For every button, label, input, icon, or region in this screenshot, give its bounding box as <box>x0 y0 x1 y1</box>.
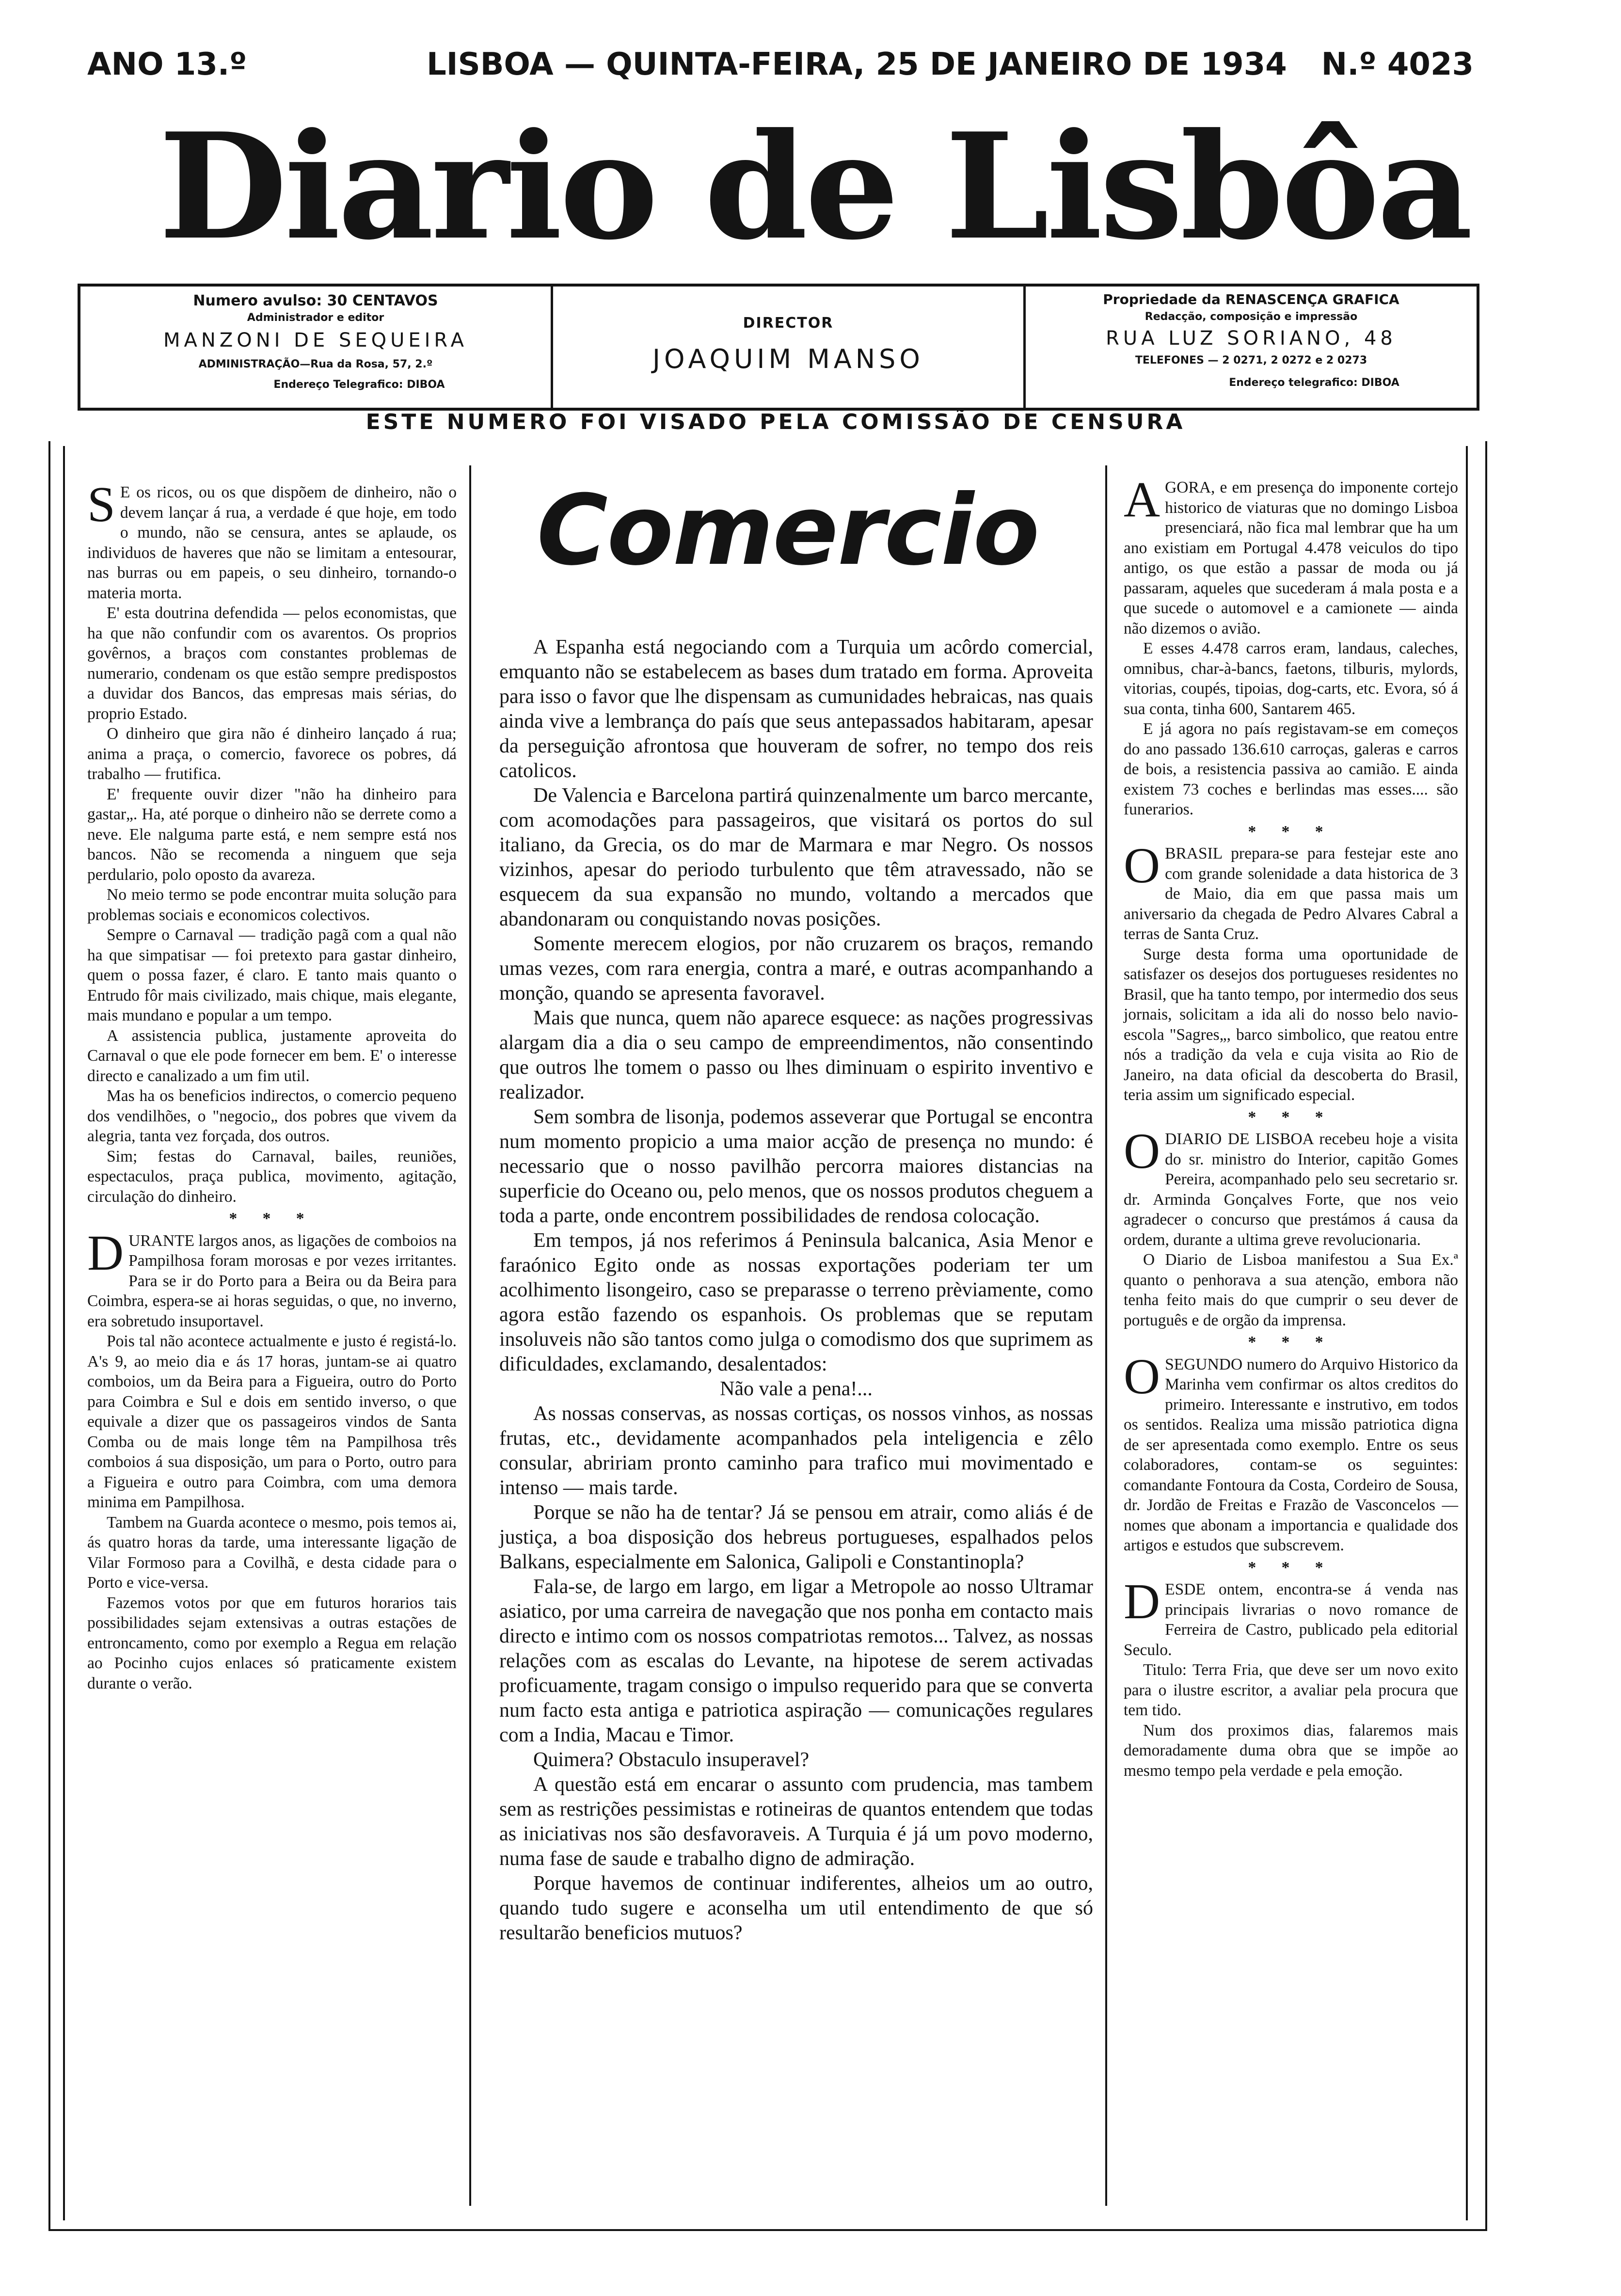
director-name: JOAQUIM MANSO <box>652 344 924 374</box>
drop-cap: D <box>1124 1574 1160 1629</box>
left-column <box>87 477 457 1693</box>
drop-cap: O <box>1124 1348 1160 1404</box>
article-paragraph <box>1124 838 1458 944</box>
article-paragraph <box>1124 719 1458 820</box>
price: Numero avulso: 30 CENTAVOS <box>193 292 438 309</box>
article-paragraph <box>87 1593 457 1694</box>
paragraph-text: Sem sombra de lisonja, podemos asseverar que Portugal se encontra num momento propicio a uma maior acção de presença no mundo: é necessario que o nosso pavilhão percorra maiores distancias na superficie do Oceano ou, pelo menos, que os nossos produtos cheguem a toda a parte, onde encontrem possibilidades de rendosa colocação. <box>499 1106 1093 1227</box>
paragraph-text: E já agora no país registavam-se em começos do ano passado 136.610 carroças, galeras e carros de bois, a resistencia passiva ao camião. E ainda existem 73 coches e berlindas mas esses.... são funerarios. <box>1124 720 1458 818</box>
article-paragraph <box>87 784 457 885</box>
article-paragraph <box>87 1513 457 1593</box>
column-rule-left <box>469 465 471 2206</box>
article-paragraph <box>87 1026 457 1086</box>
paragraph-text: Surge desta forma uma oportunidade de satisfazer os desejos dos portugueses residentes no Brasil, que ha tanto tempo, por intermedio dos seus jornais, solicitam a ida ali do nosso belo navio-escola "Sagres„, barco simbolico, que reatou entre nós a tradição da vela e cuja visita ao Rio de Janeiro, na data oficial da descoberta do Brasil, teria assim um significado especial. <box>1124 945 1458 1104</box>
article-paragraph <box>87 1331 457 1513</box>
article-paragraph <box>1124 944 1458 1105</box>
paragraph-text: No meio termo se pode encontrar muita solução para problemas sociais e economicos colectivos. <box>87 886 457 924</box>
paragraph-text: E os ricos, ou os que dispõem de dinheiro, não o devem lançar á rua, a verdade é que hoje, em todo o mundo, não se censura, antes se aplaude, os individuos de haveres que não se limitam a entesourar, nas burras ou em papeis, o seu dinheiro, tornando-o materia morta. <box>87 483 457 602</box>
paragraph-text: URANTE largos anos, as ligações de comboios na Pampilhosa foram morosas e por vezes irritantes. Para se ir do Porto para a Beira ou da Beira para Coimbra, espera-se ai horas seguidas, o que, no inverno, era sobretudo insuportavel. <box>87 1231 457 1330</box>
info-box-property <box>1026 287 1477 408</box>
paragraph-text: Porque havemos de continuar indiferentes, alheios um ao outro, quando tudo sugere e aconselha um util entendimento de que só resultarão beneficios mutuos? <box>499 1872 1093 1944</box>
paragraph-text: SEGUNDO numero do Arquivo Historico da Marinha vem confirmar os altos creditos do primeiro. Interessante e instrutivo, em todos os sentidos. Realiza uma missão patriotica digna de ser apresentada como exemplo. Entre os seus colaboradores, contam-se os seguintes: comandante Fontoura da Costa, Cordeiro de Sousa, dr. Jordão de Freitas e Frazão de Vasconcelos — nomes que abonam a importancia e qualidade dos artigos e estudos que subscrevem. <box>1124 1355 1458 1554</box>
censorship-notice: ESTE NUMERO FOI VISADO PELA COMISSÃO DE CENSURA <box>366 410 1186 434</box>
article-paragraph <box>1124 1123 1458 1250</box>
paragraph-text: Porque se não ha de tentar? Já se pensou em atrair, como aliás é de justiça, a boa disposição dos hebreus portugueses, espalhados pelos Balkans, especialmente em Salonica, Galipoli e Constantinopla? <box>499 1501 1093 1573</box>
paragraph-text: E esses 4.478 carros eram, landaus, caleches, omnibus, char-à-bancs, faetons, tilburis, mylords, vitorias, coupés, tipoias, dog-carts, etc. Evora, só á sua conta, tinha 600, Santarem 465. <box>1124 639 1458 718</box>
info-box-director <box>553 287 1026 408</box>
paragraph-text: Mais que nunca, quem não aparece esquece: as nações progressivas alargam dia a dia o seu campo de empreendimentos, não consentindo que outros lhe tomem o passo ou lhes diminuam o espirito inventivo e realizador. <box>499 1007 1093 1103</box>
paragraph-text: Mas ha os beneficios indirectos, o comercio pequeno dos vendilhões, o "negocio„ dos pobres que vivem da alegria, tanta vez forçada, dos outros. <box>87 1087 457 1145</box>
paragraph-text: ESDE ontem, encontra-se á venda nas principais livrarias o novo romance de Ferreira de Castro, publicado pela editorial Seculo. <box>1124 1580 1458 1659</box>
paragraph-text: Sempre o Carnaval — tradição pagã com a qual não ha que simpatisar — foi pretexto para gastar dinheiro, quem o possa fazer, é claro. E tanto mais quanto o Entrudo fôr mais civilizado, mais chique, mais elegante, mais mundano e popular a um tempo. <box>87 926 457 1024</box>
article-paragraph <box>499 1500 1093 1575</box>
paragraph-text: Titulo: Terra Fria, que deve ser um novo exito para o ilustre escritor, a avaliar pela procura que tem tido. <box>1124 1661 1458 1719</box>
article-paragraph <box>1124 638 1458 719</box>
street-address: RUA LUZ SORIANO, 48 <box>1106 327 1397 350</box>
paragraph-text: BRASIL prepara-se para festejar este ano com grande solenidade a data historica de 3 de Maio, dia em que passa mais um aniversario da chegada de Pedro Alvares Cabral a terras de Santa Cruz. <box>1124 845 1458 943</box>
admin-role: Administrador e editor <box>247 312 384 324</box>
director-role: DIRECTOR <box>743 315 834 332</box>
article-paragraph <box>499 932 1093 1006</box>
drop-cap: O <box>1124 838 1160 893</box>
paragraph-text: A questão está em encarar o assunto com prudencia, mas tambem sem as restrições pessimistas e rotineiras de quantos entendem que todas as iniciativas nos são desfavoraveis. A Turquia é já um povo moderno, numa fase de saude e trabalho digno de admiração. <box>499 1773 1093 1870</box>
admin-address: ADMINISTRAÇÃO—Rua da Rosa, 57, 2.º <box>198 358 433 370</box>
property-telegraph: Endereço telegrafico: DIBOA <box>1229 377 1399 389</box>
paragraph-text: Fazemos votos por que em futuros horarios tais possibilidades sejam extensivas a outras estações de entroncamento, como por exemplo a Regua em relação ao Pocinho cujos enlaces só praticamente existem durante o verão. <box>87 1594 457 1692</box>
admin-telegraph: Endereço Telegrafico: DIBOA <box>273 379 445 391</box>
paragraph-text: O Diario de Lisboa manifestou a Sua Ex.ª quanto o penhorava a sua atenção, embora não tenha feito mais do que cumprir o seu dever de português e de orgão da imprensa. <box>1124 1251 1458 1329</box>
issue-number: N.º 4023 <box>1321 47 1474 82</box>
drop-cap: D <box>87 1225 124 1281</box>
info-box-administration <box>80 287 553 408</box>
section-separator: * * * <box>229 1210 315 1228</box>
paragraph-text: Pois tal não acontece actualmente e justo é registá-lo. A's 9, ao meio dia e ás 17 horas, juntam-se ai quatro comboios, um da Beira para a Figueira, outro do Porto para Coimbra e Sul e dois em sentido inverso, o que equivale a dizer que os passageiros vindos de Santa Comba ou de mais longe têm na Pampilhosa três comboios á sua disposição, um para o Porto, outro para a Figueira e outro para Coimbra, com uma demora minima em Pampilhosa. <box>87 1332 457 1511</box>
article-paragraph <box>87 724 457 784</box>
article-paragraph <box>87 1225 457 1332</box>
top-line <box>87 38 1474 91</box>
article-paragraph <box>1124 1250 1458 1330</box>
article-paragraph <box>87 477 457 603</box>
bottom-rule <box>48 2229 1487 2231</box>
section-separator: * * * <box>1248 1333 1334 1351</box>
article-paragraph <box>499 1772 1093 1871</box>
paragraph-text: E' frequente ouvir dizer "não ha dinheiro para gastar„. Ha, até porque o dinheiro não se derrete como a neve. Ele nalguma parte está, e nem sempre está nos bancos. Não se recomenda a ninguem que seja perdulario, polo oposto da avareza. <box>87 785 457 884</box>
article-paragraph <box>1124 472 1458 638</box>
paragraph-text: Somente merecem elogios, por não cruzarem os braços, remando umas vezes, com rara energia, contra a maré, e outras acompanhando a monção, quando se apresenta favoravel. <box>499 933 1093 1004</box>
drop-cap: O <box>1124 1123 1160 1179</box>
section-separator: * * * <box>1248 1558 1334 1577</box>
info-box <box>78 284 1479 411</box>
article-paragraph <box>1124 1660 1458 1721</box>
article-paragraph <box>499 1105 1093 1228</box>
paragraph-text: O dinheiro que gira não é dinheiro lançado á rua; anima a praça, o comercio, favorece os pobres, dá trabalho — frutifica. <box>87 725 457 783</box>
drop-cap: S <box>87 477 115 532</box>
section-separator: * * * <box>1248 822 1334 841</box>
paragraph-text: DIARIO DE LISBOA recebeu hoje a visita do sr. ministro do Interior, capitão Gomes Pereira, acompanhado pelo seu secretario sr. dr. Arminda Gonçalves Forte, que nos veio agradecer o concurso que prestámos á causa da ordem, durante a ultima greve revolucionaria. <box>1124 1130 1458 1249</box>
center-column <box>499 635 1093 1945</box>
paragraph-text: A Espanha está negociando com a Turquia um acôrdo comercial, emquanto não se estabelecem as bases dum tratado em forma. Aproveita para isso o favor que lhe dispensam as cumunidades hebraicas, nas quais ainda vive a lembrança do país que seus antepassados habitaram, apesar da perseguição afrontosa que houveram de sofrer, no tempo dos reis catolicos. <box>499 636 1093 782</box>
paragraph-text: As nossas conservas, as nossas cortiças, os nossos vinhos, as nossas frutas, etc., devidamente acompanhados pela inteligencia e zêlo consular, abririam pronto caminho para trafico mui movimentado e intenso — mais tarde. <box>499 1403 1093 1499</box>
article-paragraph <box>87 1086 457 1147</box>
article-paragraph <box>499 1871 1093 1945</box>
dateline: LISBOA — QUINTA-FEIRA, 25 DE JANEIRO DE 1934 <box>427 47 1287 82</box>
paragraph-text: De Valencia e Barcelona partirá quinzenalmente um barco mercante, com acomodações para passageiros, que visitará os portos do sul italiano, da Grecia, os do mar de Marmara e mar Negro. Os nossos vizinhos, apesar do periodo turbulento que têm atravessado, não se esquecem da sua expansão no mundo, voltando a mercados que abandonaram ou conquistando novas posições. <box>499 784 1093 930</box>
masthead-title: Diario de Lisbôa <box>159 101 1470 272</box>
article-paragraph <box>499 1575 1093 1748</box>
article-paragraph <box>1124 1721 1458 1781</box>
article-paragraph <box>499 1228 1093 1377</box>
article-paragraph <box>87 603 457 724</box>
article-paragraph <box>499 1402 1093 1500</box>
article-paragraph <box>87 885 457 925</box>
article-paragraph <box>1124 1348 1458 1556</box>
paragraph-text: A assistencia publica, justamente aproveita do Carnaval o que ele pode fornecer em bem. E' o interesse directo e canalizado a um fim util. <box>87 1026 457 1085</box>
paragraph-text: Fala-se, de largo em largo, em ligar a Metropole ao nosso Ultramar asiatico, por uma carreira de navegação que nos ponha em contacto mais directo e intimo com os nossos compatriotas remotos... Talvez, as nossas relações com as escalas do Levante, na hipotese de serem activadas proficuamente, tragam consigo o impulso requerido para que se converta num facto esta antiga e patriotica aspiração — comunicações regulares com a India, Macau e Timor. <box>499 1576 1093 1746</box>
article-paragraph <box>499 1748 1093 1772</box>
paragraph-text: Sim; festas do Carnaval, bailes, reuniões, espectaculos, praça publica, movimento, agitação, circulação do dinheiro. <box>87 1147 457 1206</box>
paragraph-text: E' esta doutrina defendida — pelos economistas, que ha que não confundir com os avarentos. Os proprios govêrnos, a braços com constantes problemas de numerario, condenam os que estão sempre predispostos a duvidar dos Bancos, das empresas mais sérias, do proprio Estado. <box>87 604 457 723</box>
paragraph-text: GORA, e em presença do imponente cortejo historico de viaturas que no domingo Lisboa presenciará, não fica mal lembrar que ha um ano existiam em Portugal 4.478 veiculos do tipo antigo, os que estão a passar de moda ou já passaram, aqueles que sucederam á mala posta e a que sucede o automovel e a camionete — ainda não dizemos o avião. <box>1124 478 1458 638</box>
article-paragraph <box>87 925 457 1026</box>
section-separator: * * * <box>1248 1108 1334 1126</box>
paragraph-text: Num dos proximos dias, falaremos mais demoradamente duma obra que se impõe ao mesmo tempo pela verdade e pela emoção. <box>1124 1721 1458 1780</box>
article-quote: Não vale a pena!... <box>720 1378 873 1400</box>
admin-name: MANZONI DE SEQUEIRA <box>163 329 468 351</box>
article-paragraph <box>499 635 1093 783</box>
issue-year: ANO 13.º <box>87 47 247 82</box>
owner: Propriedade da RENASCENÇA GRAFICA <box>1103 291 1399 307</box>
paragraph-text: Quimera? Obstaculo insuperavel? <box>533 1749 810 1771</box>
column-rule-right <box>1105 465 1107 2206</box>
phones: TELEFONES — 2 0271, 2 0272 e 2 0273 <box>1135 354 1367 367</box>
paragraph-text: Tambem na Guarda acontece o mesmo, pois temos ai, ás quatro horas da tarde, uma interessante ligação de Vilar Formoso para a Covilhã, e desta cidade para o Porto e vice-versa. <box>87 1513 457 1592</box>
drop-cap: A <box>1124 472 1160 527</box>
inner-left-rule <box>63 446 65 2220</box>
article-paragraph <box>499 1006 1093 1105</box>
headline: Comercio <box>537 474 1039 587</box>
article-paragraph <box>1124 1574 1458 1660</box>
paragraph-text: Em tempos, já nos referimos á Peninsula balcanica, Asia Menor e faraónico Egito onde as nossas exportações poderiam ter um acolhimento lisongeiro, caso se preparasse o terreno prèviamente, como agora estão fazendo os espanhois. Os problemas que se reputam insoluveis não são tantos como julga o comodismo dos que suprimem as dificuldades, exclamando, desalentados: <box>499 1229 1093 1375</box>
article-paragraph <box>87 1147 457 1207</box>
services: Redacção, composição e impressão <box>1144 311 1358 323</box>
right-column <box>1124 472 1458 1781</box>
inner-right-rule <box>1466 446 1468 2220</box>
article-paragraph <box>499 783 1093 932</box>
